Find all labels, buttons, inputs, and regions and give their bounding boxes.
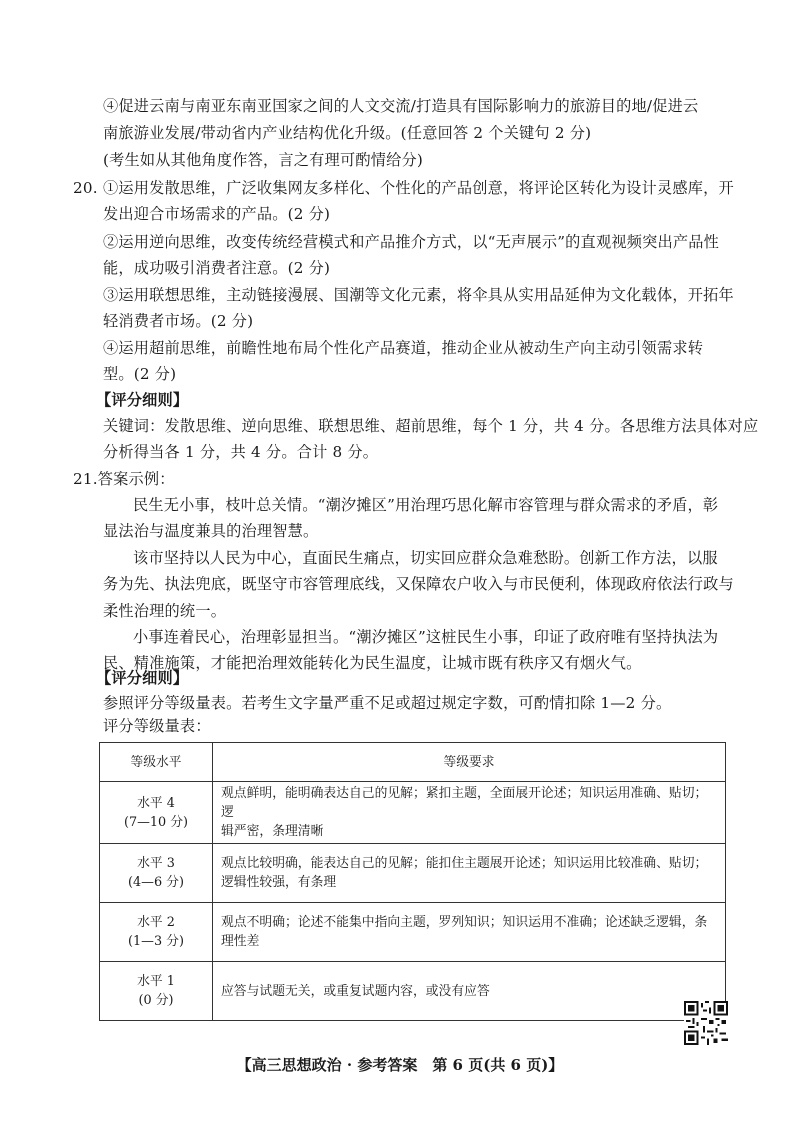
header-level: 等级水平 xyxy=(100,743,213,782)
q20-p2-line1: ②运用逆向思维，改变传统经营模式和产品推介方式，以“无声展示”的直观视频突出产品性 xyxy=(103,233,720,251)
q20-rubric-line2: 分析得当各 1 分，共 4 分。合计 8 分。 xyxy=(103,443,379,461)
table-header-row xyxy=(100,743,726,782)
q19-point4-line2: 南旅游业发展/带动省内产业结构优化升级。(任意回答 2 个关键句 2 分) xyxy=(103,124,592,142)
grading-table xyxy=(99,742,726,1021)
level-range: (0 分) xyxy=(138,993,174,1008)
level-range: (4—6 分) xyxy=(128,875,184,890)
level-name: 水平 1 xyxy=(137,974,175,989)
q21-para2-line3: 柔性治理的统一。 xyxy=(103,602,227,620)
level-name: 水平 4 xyxy=(137,795,175,811)
level-name: 水平 3 xyxy=(137,856,175,871)
q21-para2-line1: 该市坚持以人民为中心，直面民生痛点，切实回应群众急难愁盼。创新工作方法，以服 xyxy=(133,549,718,567)
q20-rubric-heading: 【评分细则】 xyxy=(96,391,189,409)
level-name: 水平 2 xyxy=(137,915,175,930)
level-cell xyxy=(100,962,213,1021)
qr-code-icon xyxy=(684,1001,728,1045)
q19-point4-line1: ④促进云南与南亚东南亚国家之间的人文交流/打造具有国际影响力的旅游目的地/促进云 xyxy=(103,97,699,115)
q20-p4-line1: ④运用超前思维，前瞻性地布局个性化产品赛道，推动企业从被动生产向主动引领需求转 xyxy=(103,339,704,357)
q20-p3-line2: 轻消费者市场。(2 分) xyxy=(103,312,254,330)
q21-para3-line2: 民、精准施策，才能把治理效能转化为民生温度，让城市既有秩序又有烟火气。 xyxy=(103,654,642,672)
level-cell xyxy=(100,844,213,903)
q20-p3-line1: ③运用联想思维，主动链接漫展、国潮等文化元素，将伞具从实用品延伸为文化载体，开拓年 xyxy=(103,286,734,304)
q20-p4-line2: 型。(2 分) xyxy=(103,365,177,383)
requirement-line: 理性差 xyxy=(221,934,260,949)
q21-rubric-heading: 【评分细则】 xyxy=(96,669,189,687)
q21-para1-line1: 民生无小事，枝叶总关情。“潮汐摊区”用治理巧思化解市容管理与群众需求的矛盾，彰 xyxy=(133,496,719,514)
q21-rubric-line: 参照评分等级量表。若考生文字量严重不足或超过规定字数，可酌情扣除 1—2 分。 xyxy=(103,694,672,712)
requirement-cell xyxy=(213,962,726,1021)
requirement-line: 逻辑性较强，有条理 xyxy=(221,875,337,890)
requirement-line: 应答与试题无关，或重复试题内容，或没有应答 xyxy=(221,983,490,999)
q21-para1-line2: 显法治与温度兼具的治理智慧。 xyxy=(103,522,319,540)
q19-note: (考生如从其他角度作答，言之有理可酌情给分) xyxy=(103,151,424,169)
requirement-line: 观点比较明确，能表达自己的见解；能扣住主题展开论述；知识运用比较准确、贴切； xyxy=(221,856,708,871)
table-row xyxy=(100,903,726,962)
level-range: (7—10 分) xyxy=(123,814,189,830)
q21-para3-line1: 小事连着民心，治理彰显担当。“潮汐摊区”这桩民生小事，印证了政府唯有坚持执法为 xyxy=(133,628,719,646)
q20-number: 20. xyxy=(73,179,98,197)
q20-p1-line2: 发出迎合市场需求的产品。(2 分) xyxy=(103,205,331,223)
requirement-line: 观点鲜明，能明确表达自己的见解；紧扣主题，全面展开论述；知识运用准确、贴切；逻 xyxy=(221,786,708,820)
table-row xyxy=(100,962,726,1021)
header-requirement: 等级要求 xyxy=(213,743,726,782)
q20-p2-line2: 能，成功吸引消费者注意。(2 分) xyxy=(103,259,331,277)
q21-para2-line2: 务为先、执法兜底，既坚守市容管理底线，又保障农户收入与市民便利，体现政府依法行政与 xyxy=(103,575,734,593)
table-row xyxy=(100,782,726,844)
table-row xyxy=(100,844,726,903)
requirement-cell xyxy=(213,903,726,962)
q20-p1-line1: ①运用发散思维，广泛收集网友多样化、个性化的产品创意，将评论区转化为设计灵感库，开 xyxy=(103,179,734,197)
level-cell xyxy=(100,903,213,962)
q20-rubric-line1: 关键词：发散思维、逆向思维、联想思维、超前思维，每个 1 分，共 4 分。各思维方法具体对应 xyxy=(103,417,759,435)
requirement-cell xyxy=(213,844,726,903)
q21-label: 21.答案示例： xyxy=(73,470,175,488)
q21-table-caption: 评分等级量表： xyxy=(103,717,211,735)
requirement-cell xyxy=(213,782,726,844)
requirement-line: 辑严密，条理清晰 xyxy=(221,824,324,839)
requirement-line: 观点不明确；论述不能集中指向主题，罗列知识；知识运用不准确；论述缺乏逻辑，条 xyxy=(221,915,708,930)
level-range: (1—3 分) xyxy=(128,934,184,949)
page-footer: 【高三思想政治 · 参考答案 第 6 页(共 6 页)】 xyxy=(236,1056,564,1074)
level-cell xyxy=(100,782,213,844)
